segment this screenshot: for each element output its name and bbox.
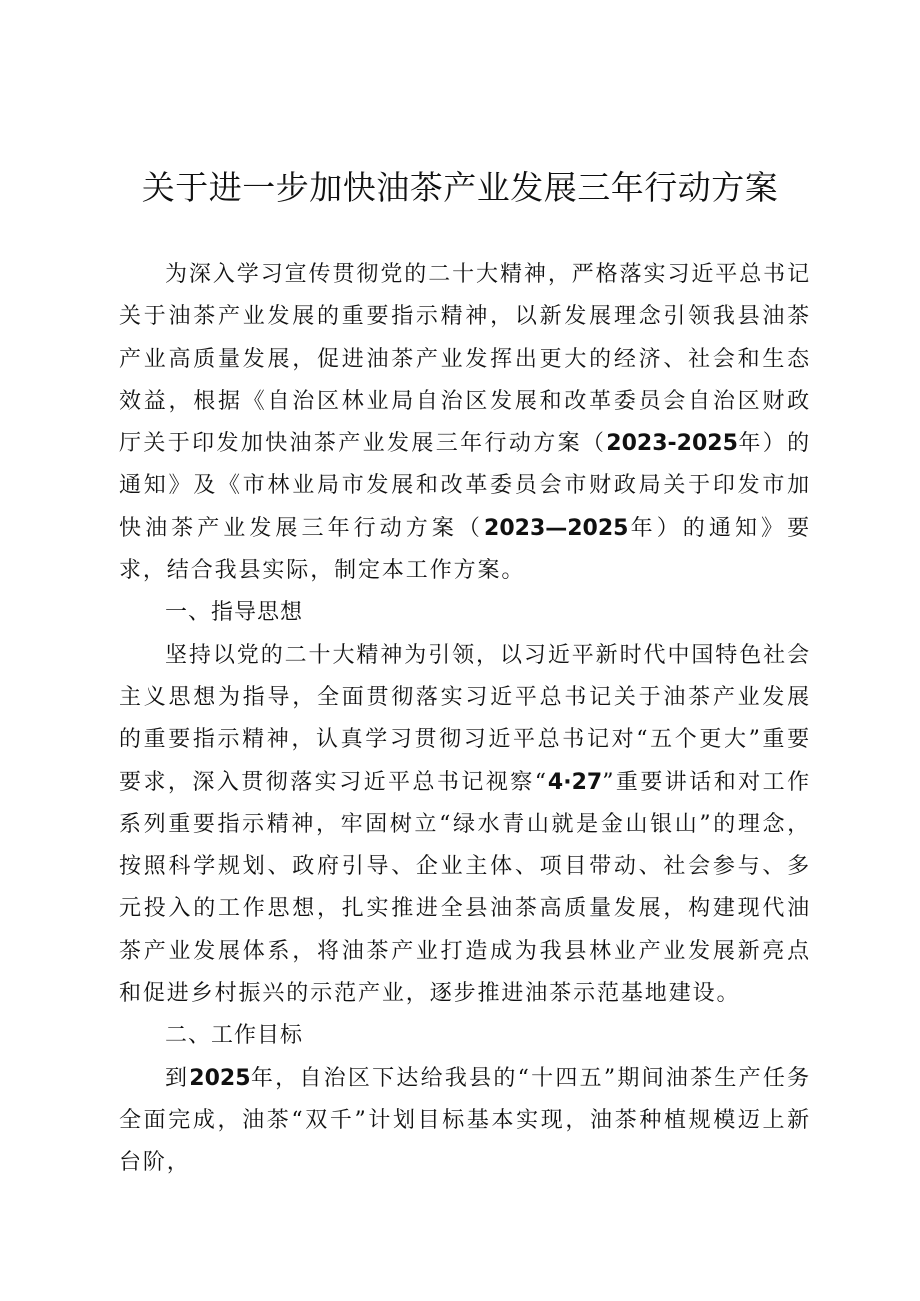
intro-text-1: 为深入学习宣传贯彻党的二十大精神，严格落实习近平总书记关于油茶产业发展的重要指示精神，以新发展理念引领我县油茶产业高质量发展，促进油茶产业发挥出更大的经济、社会和生态效益，根据《自治区林业局自治区发展和改革委员会自治区财政厅关于印发加快油茶产业发展三年行动方案（ — [119, 262, 811, 457]
intro-year-range-1: 2023-2025 — [606, 431, 738, 457]
guiding-date-label: 4·27 — [547, 769, 603, 795]
section-heading-guiding-ideology: 一、指导思想 — [165, 600, 304, 626]
goals-text-2: 年，自治区下达给我县的“十四五”期间油茶生产任务全面完成，油茶“双千”计划目标基本实现，油茶种植规模迈上新台阶， — [119, 1065, 811, 1176]
section-heading-work-goals: 二、工作目标 — [165, 1023, 304, 1049]
intro-year-range-2: 2023—2025 — [484, 515, 629, 541]
work-goals-paragraph — [119, 1058, 811, 1185]
guiding-ideology-paragraph — [119, 635, 811, 1016]
guiding-text-1: 坚持以党的二十大精神为引领，以习近平新时代中国特色社会主义思想为指导，全面贯彻落实习近平总书记关于油茶产业发展的重要指示精神，认真学习贯彻习近平总书记对“五个更大”重要要求，深入贯彻落实习近平总书记视察“ — [119, 642, 811, 795]
intro-text-2: 年）的通知》及《市林业局市发展和改革委员会市财政局关于印发市加快油茶产业发展三年行动方案（ — [119, 431, 811, 541]
intro-paragraph — [119, 254, 811, 592]
goals-text-1: 到 — [165, 1065, 190, 1091]
document-body — [119, 254, 811, 1185]
goals-year: 2025 — [189, 1065, 251, 1091]
intro-text-3: 年）的通知》要求，结合我县实际，制定本工作方案。 — [119, 515, 811, 584]
document-title: 关于进一步加快油茶产业发展三年行动方案 — [141, 168, 779, 207]
guiding-text-2: ”重要讲话和对工作系列重要指示精神，牢固树立“绿水青山就是金山银山”的理念，按照科学规划、政府引导、企业主体、项目带动、社会参与、多元投入的工作思想，扎实推进全县油茶高质量发展，构建现代油茶产业发展体系，将油茶产业打造成为我县林业产业发展新亮点和促进乡村振兴的示范产业，逐步推进油茶示范基地建设。 — [119, 769, 811, 1007]
